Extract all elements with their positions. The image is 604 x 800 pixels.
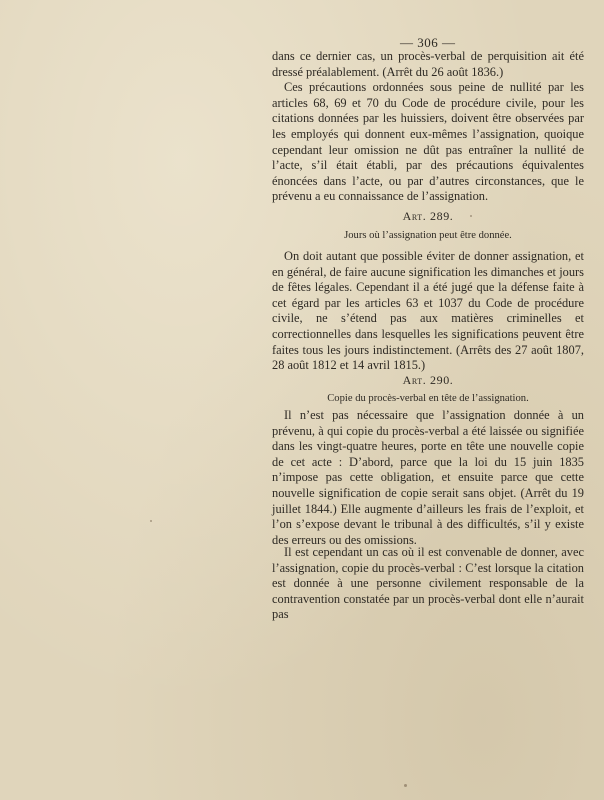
article-heading-290 [272, 373, 584, 388]
text-block-top [272, 49, 584, 205]
article-body-289 [272, 249, 584, 374]
article-number: 290. [430, 373, 454, 387]
paragraph: Il est cependant un cas où il est convenable de donner, avec l’assignation, copie du procès-verbal : C’est lorsque la citation est donnée à une personne civilement responsable de la contravention constatée par un procès-verbal dont elle n’aurait pas [272, 545, 584, 622]
paragraph: Il n’est pas nécessaire que l’assignation donnée à un prévenu, à qui copie du procès-verbal a été laissée ou signifiée dans les vingt-quatre heures, porte en tête une nouvelle copie de cet acte : D’abord, parce que la loi du 15 juin 1835 n’impose pas cette obligation, et ensuite parce que cette nouvelle signification de copie serait sans objet. (Arrêt du 19 juillet 1844.) Elle augmente d’ailleurs les frais de l’exploit, et l’on s’expose devant le tribunal à des difficultés, s’il y existe des erreurs ou des omissions. [272, 408, 584, 547]
article-number: 289. [430, 209, 454, 223]
page-number: — 306 — [400, 35, 456, 50]
paper-speck [470, 215, 472, 217]
paragraph: dans ce dernier cas, un procès-verbal de perquisition ait été dressé préalablement. (Arrêt du 26 août 1836.) [272, 49, 584, 79]
paragraph: Ces précautions ordonnées sous peine de nullité par les articles 68, 69 et 70 du Code de procédure civile, pour les citations données par les huissiers, doivent être observées par les employés qui donnent eux-mêmes l’assignation, quoique cependant leur omission ne dût pas entraîner la nullité de l’acte, s’il était établi, par des précautions équivalentes énoncées dans l’acte, ou par d’autres circonstances, que le prévenu a eu connaissance de l’assignation. [272, 80, 584, 204]
paper-speck [404, 784, 407, 787]
article-body-290-continued [272, 545, 584, 623]
paper-speck [150, 520, 152, 522]
article-body-290 [272, 408, 584, 548]
paragraph: On doit autant que possible éviter de donner assignation, et en général, de faire aucune signification les dimanches et jours de fêtes légales. Cependant il a été jugé que la défense faite à cet égard par les articles 63 et 1037 du Code de procédure civile, ne s’étend pas aux matières criminelles et correctionnelles dans lesquelles les significations peuvent être faites tous les jours indistinctement. (Arrêts des 27 août 1807, 28 août 1812 et 14 avril 1815.) [272, 249, 584, 373]
article-subtitle-290: Copie du procès-verbal en tête de l’assignation. [327, 393, 529, 404]
article-subtitle-289: Jours où l’assignation peut être donnée. [344, 230, 512, 241]
article-label: Art. [402, 373, 427, 387]
article-label: Art. [402, 209, 427, 223]
article-heading-289 [272, 209, 584, 224]
